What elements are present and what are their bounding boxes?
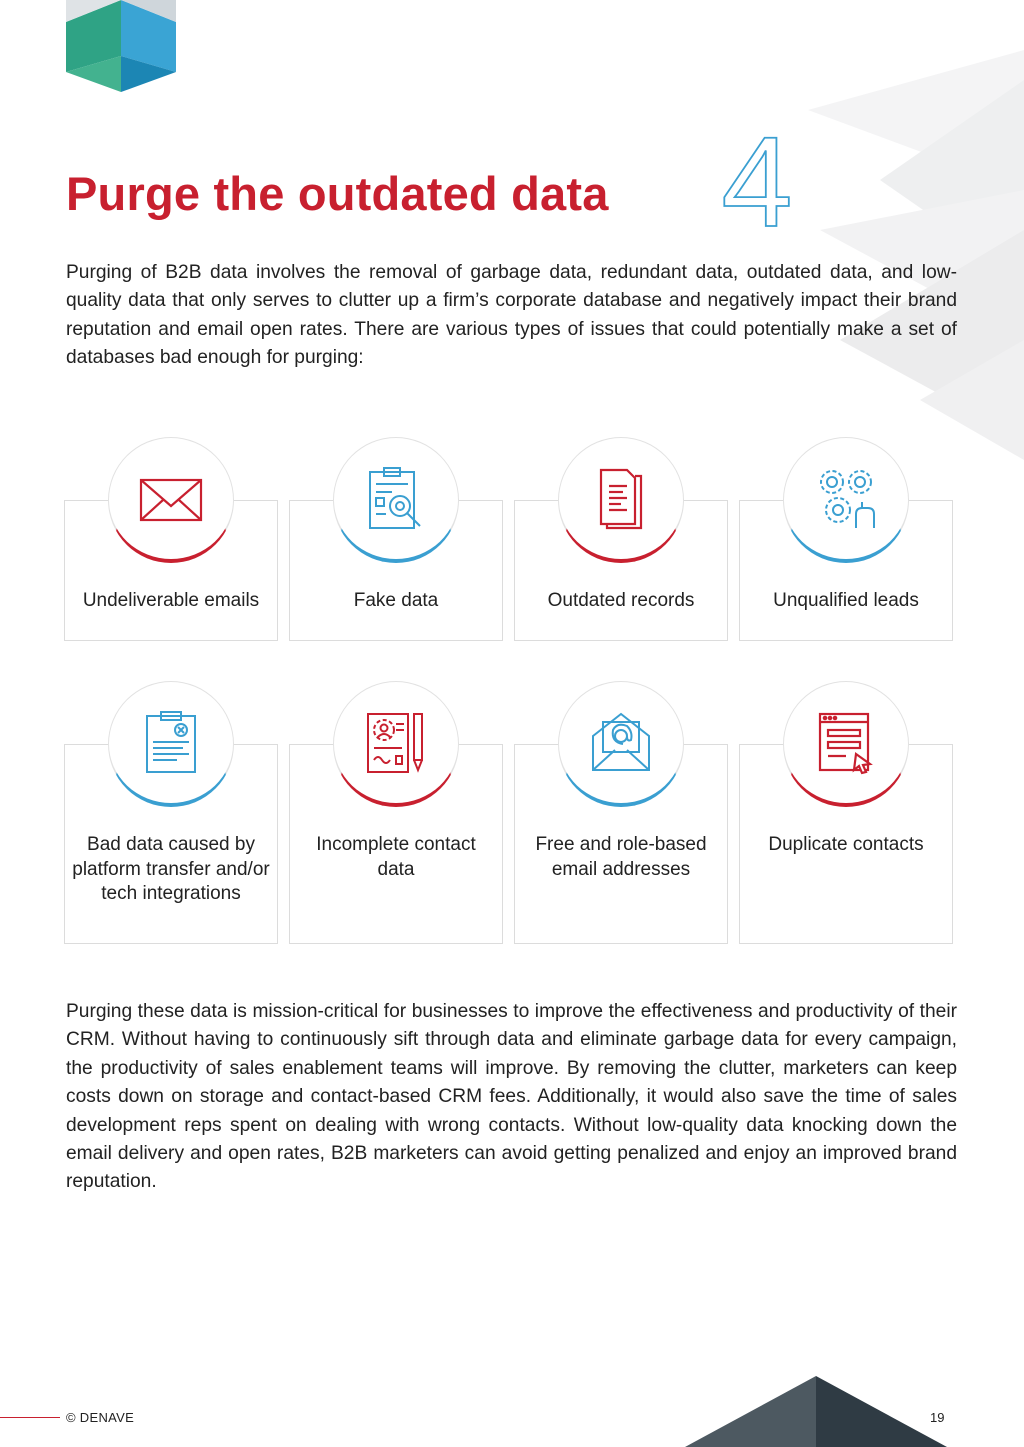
issue-icon-circle bbox=[783, 681, 909, 807]
intro-paragraph: Purging of B2B data involves the removal of garbage data, redundant data, outdated data, and low-quality data that only serves to clutter up a firm’s corporate database and negatively impact their brand reputation and email open rates. There are various types of issues that could potentially make a set of databases bad enough for purging: bbox=[66, 262, 957, 369]
footer-divider bbox=[0, 1417, 60, 1418]
clipboard-error-icon bbox=[137, 708, 205, 776]
email-at-icon bbox=[587, 708, 655, 776]
issue-label: Outdated records bbox=[547, 590, 695, 611]
issue-label: Free and role-based email addresses bbox=[535, 834, 707, 880]
brand-logo bbox=[66, 0, 176, 92]
envelope-icon bbox=[137, 464, 205, 532]
footer-brand: © DENAVE bbox=[66, 1410, 135, 1425]
document-stack-icon bbox=[587, 464, 655, 532]
issue-icon-circle bbox=[558, 437, 684, 563]
section-number bbox=[712, 118, 802, 234]
issue-icon-circle bbox=[333, 437, 459, 563]
browser-form-cursor-icon bbox=[812, 708, 880, 776]
issue-label: Incomplete contact data bbox=[316, 834, 476, 880]
issue-label: Unqualified leads bbox=[773, 590, 919, 611]
gears-hand-icon bbox=[812, 464, 880, 532]
issue-label: Fake data bbox=[353, 590, 439, 611]
issue-label: Bad data caused by platform transfer and/or tech integrations bbox=[72, 834, 270, 904]
issue-icon-circle bbox=[333, 681, 459, 807]
background-triangles bbox=[800, 40, 1024, 460]
footer-decoration bbox=[685, 1376, 1024, 1447]
issue-icon-circle bbox=[108, 681, 234, 807]
issue-icon-circle bbox=[108, 437, 234, 563]
issue-icon-circle bbox=[783, 437, 909, 563]
issue-label: Duplicate contacts bbox=[768, 834, 924, 855]
page-number: 19 bbox=[930, 1410, 945, 1425]
clipboard-magnifier-icon bbox=[362, 464, 430, 532]
issue-icon-circle bbox=[558, 681, 684, 807]
issue-label: Undeliverable emails bbox=[82, 590, 260, 611]
closing-paragraph: Purging these data is mission-critical for businesses to improve the effectiveness and productivity of their CRM. Without having to continuously sift through data and eliminate garbage data for every campaign, the productivity of sales enablement teams will improve. By removing the clutter, marketers can keep costs down on storage and contact-based CRM fees. Additionally, it would also save the time of sales development reps spent on dealing with wrong contacts. Without low-quality data knocking down the email delivery and open rates, B2B marketers can avoid getting penalized and enjoy an improved brand reputation. bbox=[66, 1001, 957, 1193]
profile-document-pencil-icon bbox=[362, 708, 430, 776]
svg-text:4: 4 bbox=[721, 118, 793, 234]
page-title: Purge the outdated data bbox=[66, 167, 609, 220]
